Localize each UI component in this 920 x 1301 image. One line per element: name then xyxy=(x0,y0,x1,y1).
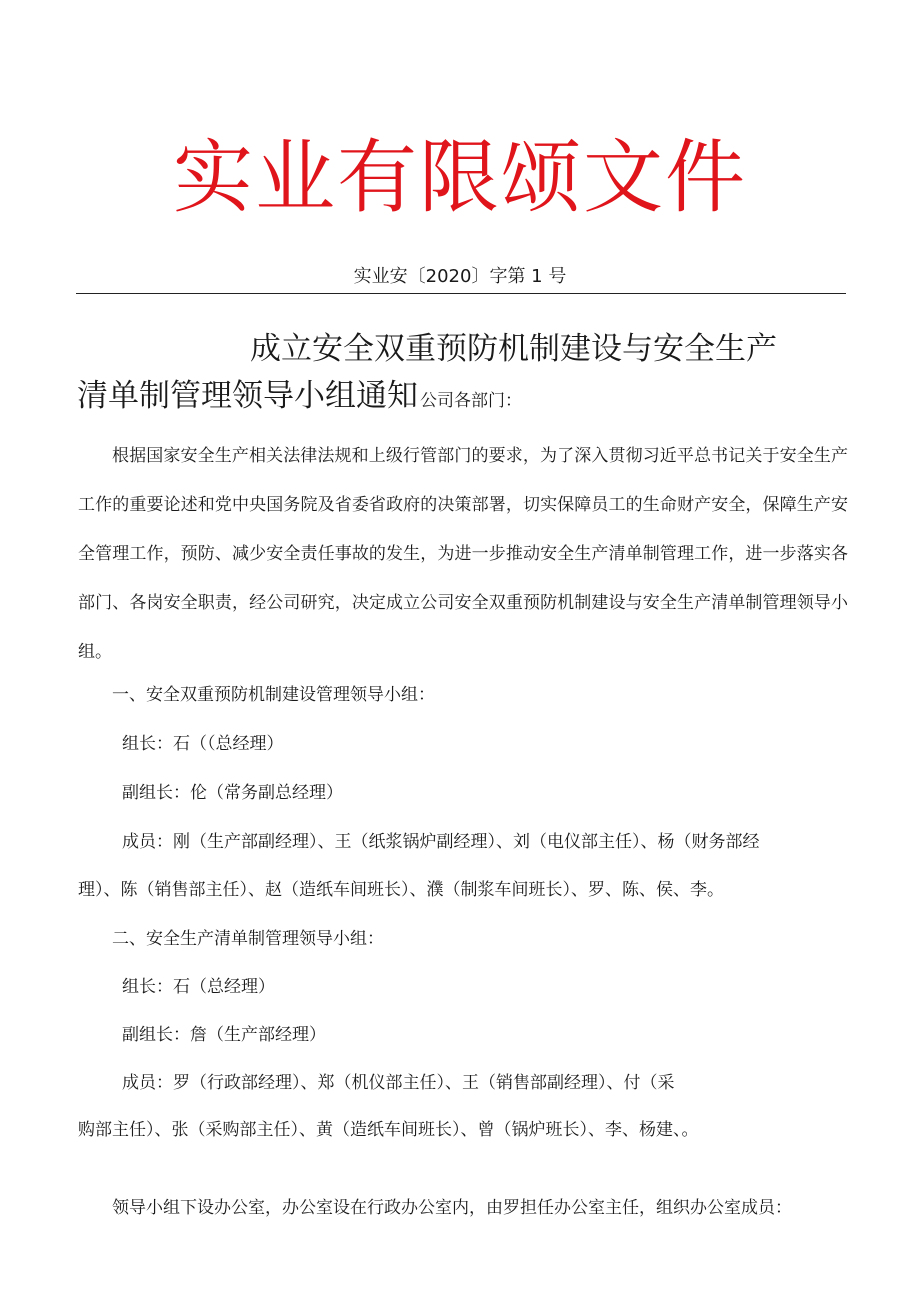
section2-members-line1: 成员：罗（行政部经理）、郑（机仪部主任）、王（销售部副经理）、付（采 xyxy=(122,1073,675,1093)
section1-heading: 一、安全双重预防机制建设管理领导小组： xyxy=(112,685,435,705)
section1-members-line1: 成员：刚（生产部副经理）、王（纸浆锅炉副经理）、刘（电仪部主任）、杨（财务部经 xyxy=(122,832,760,852)
intro-paragraph-block xyxy=(78,432,848,677)
notice-title-line1: 成立安全双重预防机制建设与安全生产 xyxy=(250,331,777,367)
section1-deputy: 副组长：伦（常务副总经理） xyxy=(122,783,343,803)
header-divider xyxy=(76,293,846,294)
section1-members-line2: 理）、陈（销售部主任）、赵（造纸车间班长）、濮（制浆车间班长）、罗、陈、侯、李。 xyxy=(78,880,724,900)
addressee: 公司各部门： xyxy=(420,391,522,411)
intro-paragraph: 根据国家安全生产相关法律法规和上级行管部门的要求，为了深入贯彻习近平总书记关于安全生产工作的重要论述和党中央国务院及省委省政府的决策部署，切实保障员工的生命财产安全，保障生产安全管理工作，预防、减少安全责任事故的发生，为进一步推动安全生产清单制管理工作，进一步落实各部门、各岗安全职责，经公司研究，决定成立公司安全双重预防机制建设与安全生产清单制管理领导小组。 xyxy=(78,446,848,662)
document-number: 实业安〔2020〕字第 1 号 xyxy=(353,266,567,287)
section1-leader: 组长：石（（总经理） xyxy=(122,734,284,754)
section2-leader: 组长：石（总经理） xyxy=(122,977,275,997)
document-masthead: 实业有限颂文件 xyxy=(173,131,747,224)
notice-title-line2 xyxy=(77,374,522,423)
section2-heading: 二、安全生产清单制管理领导小组： xyxy=(112,929,384,949)
office-paragraph: 领导小组下设办公室，办公室设在行政办公室内，由罗担任办公室主任，组织办公室成员： xyxy=(112,1198,792,1218)
section2-deputy: 副组长：詹（生产部经理） xyxy=(122,1025,326,1045)
section2-members-line2: 购部主任）、张（采购部主任）、黄（造纸车间班长）、曾（锅炉班长）、李、杨建、。 xyxy=(78,1120,699,1140)
notice-title-line2-text: 清单制管理领导小组通知 xyxy=(77,378,418,414)
